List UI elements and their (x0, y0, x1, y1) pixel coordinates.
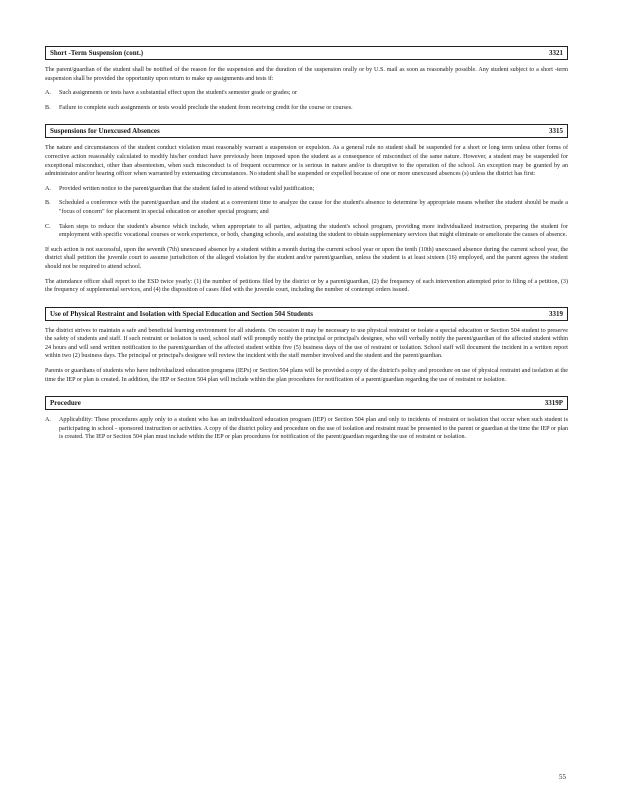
list-item-text: Failure to complete such assignments or tests would preclude the student from receiving credit for the course or courses. (59, 104, 353, 111)
section-header-3319p (45, 396, 568, 410)
page-number: 55 (559, 773, 566, 781)
list-item (45, 416, 568, 442)
section-title: Suspensions for Unexcused Absences (50, 127, 160, 136)
list-item (45, 104, 568, 113)
list-item (45, 185, 568, 194)
paragraph: The parent/guardian of the student shall be notified of the reason for the suspension and the duration of the suspension orally or by U.S. mail as soon as reasonably possible. Any student subject to a short -term suspension shall be provided the opportunity upon return to make up assignments and tests if: (45, 67, 568, 82)
list-item-text: Scheduled a conference with the parent/guardian and the student at a convenient time to analyze the cause for the student's absence to determine by appropriate means whether the student should be made a "focus of concern" for placement in special education or another special program; and (59, 200, 568, 215)
list-item-label: A. (45, 90, 51, 97)
list-item-label: A. (45, 417, 51, 424)
section-code: 3319 (549, 309, 563, 318)
list-item-label: A. (45, 185, 51, 192)
section-header-3321 (45, 46, 568, 60)
section-code: 3315 (549, 127, 563, 136)
section-title: Use of Physical Restraint and Isolation with Special Education and Section 504 Students (50, 309, 313, 318)
list-item (45, 199, 568, 216)
paragraph: The district strives to maintain a safe and beneficial learning environment for all students. On occasion it may be necessary to use physical restraint or isolate a special education or Section 504 student to preserve the safety of students and staff. If such restraint or isolation is used, school staff will promptly notify the principal or principal's designee, who will verbally notify the parent/guardian of the affected student within 24 hours and will send written notification to the parent/guardian of the affected student within five (5) business days of the use of restraint or isolation. School staff will document the incident in a written report within two (2) business days. The principal or principal's designee will review the incident with the staff member involved and the student and the parent/guardian. (45, 327, 568, 360)
list-item-label: C. (45, 223, 51, 230)
paragraph: The nature and circumstances of the student conduct violation must reasonably warrant a suspension or expulsion. As a general rule no student shall be suspended for a short or long term unless other forms of corrective action reasonably calculated to modify his/her conduct have previously been imposed upon the student as a consequence of misconduct of the same nature. However, a student may be suspended for exceptional misconduct, other than absenteeism, when such misconduct is of frequent occurrence or is serious in nature and/or is disruptive to the operation of the school. An exception may be granted by an administrator and/or hearing officer when warranted by extenuating circumstances. No student shall be suspended or expelled because of one or more unexcused absences (s) unless the district has first: (45, 145, 568, 178)
paragraph: The attendance officer shall report to the ESD twice yearly: (1) the number of petitions filed by the district or by a parent/guardian, (2) the frequency of each intervention attempted prior to filing of a petition, (3) the frequency of supplemental services, and (4) the disposition of cases filed with the juvenile court, including the number of contempt orders issued. (45, 278, 568, 294)
list-item-label: B. (45, 104, 51, 111)
page-content (45, 46, 568, 448)
list-item (45, 89, 568, 98)
section-code: 3321 (549, 49, 563, 57)
list-item-label: B. (45, 200, 51, 207)
section-code: 3319P (544, 399, 563, 408)
list-item-text: Applicability: These procedures apply only to a student who has an individualized education program (IEP) or Section 504 plan and only to incidents of restraint or isolation that occur when such student is participating in school - sponsored instruction or activities. A copy of the district policy and procedure on the use of isolation and restraint must be presented to the parent or guardian at the time the IEP or plan is created. The IEP or Section 504 plan must include within the IEP or plan procedures for notification of the parent/guardian regarding the use of restraint or isolation. (59, 417, 568, 441)
list-item-text: Such assignments or tests have a substantial effect upon the student's semester grade or grades; or (59, 90, 298, 97)
list-item (45, 223, 568, 240)
section-header-3319 (45, 307, 568, 321)
section-title: Procedure (50, 399, 81, 408)
list-item-text: Taken steps to reduce the student's absence which include, when appropriate to all parties, adjusting the student's school program, providing more individualized instruction, preparing the student for employment with specific vocational courses or work experience, or both, changing schools, and assisting the student to obtain supplementary services that might eliminate or ameliorate the causes of absence. (59, 223, 568, 239)
section-header-3315 (45, 124, 568, 138)
list-item-text: Provided written notice to the parent/guardian that the student failed to attend without valid justification; (59, 185, 315, 192)
paragraph: If such action is not successful, upon the seventh (7th) unexcused absence by a student within a month during the current school year or upon the tenth (10th) unexcused absence during the current school year, the district shall petition the juvenile court to assume jurisdiction of the alleged violation by the student and/or parent/guardian, unless the student is at least sixteen (16) employed, and the parent agrees the student should not be required to attend school. (45, 246, 568, 270)
section-title: Short -Term Suspension (cont.) (50, 49, 144, 57)
paragraph: Parents or guardians of students who have individualized education programs (IEPs) or Section 504 plans will be provided a copy of the district's policy and procedure on use of physical restraint and isolation at the time the IEP or plan is created. In addition, the IEP or Section 504 plan will include within the plan procedures for notification of a parent/guardian regarding the use of restraint or isolation. (45, 368, 568, 383)
